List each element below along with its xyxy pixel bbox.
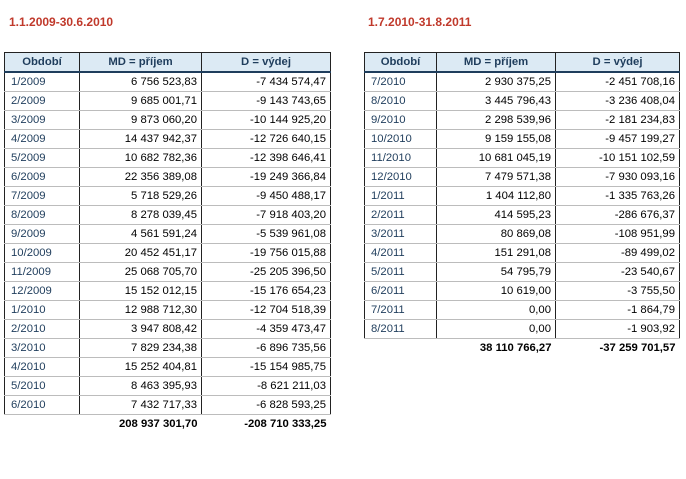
table-row [5, 72, 331, 92]
period-cell: 10/2010 [365, 130, 437, 149]
d-cell: -6 828 593,25 [202, 396, 331, 415]
d-cell: -1 335 763,26 [556, 187, 680, 206]
table-row [5, 301, 331, 320]
table-row [365, 168, 680, 187]
table-header-row [5, 53, 331, 73]
left-ledger-table [4, 52, 331, 433]
md-cell: 6 756 523,83 [80, 72, 202, 92]
table-row [365, 111, 680, 130]
d-cell: -10 144 925,20 [202, 111, 331, 130]
d-cell: -1 864,79 [556, 301, 680, 320]
d-cell: -7 918 403,20 [202, 206, 331, 225]
md-cell: 3 947 808,42 [80, 320, 202, 339]
md-cell: 10 681 045,19 [437, 149, 556, 168]
period-cell: 5/2010 [5, 377, 80, 396]
d-cell: -3 755,50 [556, 282, 680, 301]
column-header-d: D = výdej [556, 53, 680, 73]
d-cell: -4 359 473,47 [202, 320, 331, 339]
md-cell: 151 291,08 [437, 244, 556, 263]
period-cell: 2/2011 [365, 206, 437, 225]
d-cell: -12 726 640,15 [202, 130, 331, 149]
md-cell: 15 252 404,81 [80, 358, 202, 377]
d-cell: -7 434 574,47 [202, 72, 331, 92]
period-cell: 7/2010 [365, 72, 437, 92]
column-header-md: MD = příjem [437, 53, 556, 73]
table-row [365, 244, 680, 263]
period-cell: 1/2010 [5, 301, 80, 320]
period-cell: 11/2009 [5, 263, 80, 282]
period-cell: 5/2011 [365, 263, 437, 282]
md-cell: 0,00 [437, 320, 556, 339]
total-d: -37 259 701,57 [599, 342, 676, 354]
period-cell: 3/2011 [365, 225, 437, 244]
d-cell: -286 676,37 [556, 206, 680, 225]
md-cell: 8 278 039,45 [80, 206, 202, 225]
period-cell: 6/2009 [5, 168, 80, 187]
md-cell: 2 930 375,25 [437, 72, 556, 92]
md-cell: 14 437 942,37 [80, 130, 202, 149]
d-cell: -2 181 234,83 [556, 111, 680, 130]
md-cell: 9 873 060,20 [80, 111, 202, 130]
column-header-d: D = výdej [202, 53, 331, 73]
column-header-period: Období [365, 53, 437, 73]
d-cell: -2 451 708,16 [556, 72, 680, 92]
table-row [5, 339, 331, 358]
period-cell: 4/2009 [5, 130, 80, 149]
md-cell: 4 561 591,24 [80, 225, 202, 244]
period-cell: 9/2009 [5, 225, 80, 244]
d-cell: -1 903,92 [556, 320, 680, 339]
md-cell: 54 795,79 [437, 263, 556, 282]
table-row [365, 282, 680, 301]
left-table-heading: 1.1.2009-30.6.2010 [9, 15, 114, 29]
total-row [5, 415, 331, 434]
md-cell: 7 829 234,38 [80, 339, 202, 358]
d-cell: -5 539 961,08 [202, 225, 331, 244]
period-cell: 12/2009 [5, 282, 80, 301]
table-row [5, 225, 331, 244]
period-cell: 8/2009 [5, 206, 80, 225]
table-row [365, 92, 680, 111]
table-row [365, 149, 680, 168]
md-cell: 9 159 155,08 [437, 130, 556, 149]
table-row [5, 320, 331, 339]
period-cell: 7/2011 [365, 301, 437, 320]
right-ledger-table [364, 52, 680, 357]
table-row [5, 168, 331, 187]
d-cell: -25 205 396,50 [202, 263, 331, 282]
md-cell: 10 682 782,36 [80, 149, 202, 168]
period-cell: 9/2010 [365, 111, 437, 130]
total-spacer [365, 339, 437, 358]
md-cell: 25 068 705,70 [80, 263, 202, 282]
md-cell: 0,00 [437, 301, 556, 320]
column-header-md: MD = příjem [80, 53, 202, 73]
md-cell: 20 452 451,17 [80, 244, 202, 263]
period-cell: 7/2009 [5, 187, 80, 206]
d-cell: -12 704 518,39 [202, 301, 331, 320]
right-table-heading: 1.7.2010-31.8.2011 [368, 15, 472, 29]
d-cell: -7 930 093,16 [556, 168, 680, 187]
table-row [5, 263, 331, 282]
d-cell: -8 621 211,03 [202, 377, 331, 396]
period-cell: 3/2010 [5, 339, 80, 358]
period-cell: 8/2011 [365, 320, 437, 339]
d-cell: -9 143 743,65 [202, 92, 331, 111]
d-cell: -19 756 015,88 [202, 244, 331, 263]
period-cell: 4/2010 [5, 358, 80, 377]
md-cell: 9 685 001,71 [80, 92, 202, 111]
table-row [365, 263, 680, 282]
d-cell: -89 499,02 [556, 244, 680, 263]
md-cell: 80 869,08 [437, 225, 556, 244]
d-cell: -3 236 408,04 [556, 92, 680, 111]
period-cell: 4/2011 [365, 244, 437, 263]
period-cell: 8/2010 [365, 92, 437, 111]
table-row [365, 206, 680, 225]
table-row [5, 244, 331, 263]
table-row [5, 149, 331, 168]
table-row [5, 396, 331, 415]
period-cell: 11/2010 [365, 149, 437, 168]
md-cell: 7 432 717,33 [80, 396, 202, 415]
d-cell: -9 450 488,17 [202, 187, 331, 206]
md-cell: 22 356 389,08 [80, 168, 202, 187]
md-cell: 1 404 112,80 [437, 187, 556, 206]
table-row [365, 320, 680, 339]
period-cell: 2/2010 [5, 320, 80, 339]
table-row [365, 72, 680, 92]
table-row [365, 187, 680, 206]
md-cell: 12 988 712,30 [80, 301, 202, 320]
d-cell: -15 176 654,23 [202, 282, 331, 301]
table-row [5, 282, 331, 301]
period-cell: 10/2009 [5, 244, 80, 263]
table-row [5, 358, 331, 377]
period-cell: 1/2011 [365, 187, 437, 206]
period-cell: 6/2010 [5, 396, 80, 415]
md-cell: 10 619,00 [437, 282, 556, 301]
md-cell: 7 479 571,38 [437, 168, 556, 187]
d-cell: -19 249 366,84 [202, 168, 331, 187]
total-md: 208 937 301,70 [118, 418, 198, 430]
table-row [365, 301, 680, 320]
total-row [365, 339, 680, 358]
period-cell: 3/2009 [5, 111, 80, 130]
table-header-row [365, 53, 680, 73]
d-cell: -23 540,67 [556, 263, 680, 282]
table-row [5, 377, 331, 396]
table-row [5, 92, 331, 111]
d-cell: -108 951,99 [556, 225, 680, 244]
d-cell: -9 457 199,27 [556, 130, 680, 149]
d-cell: -12 398 646,41 [202, 149, 331, 168]
md-cell: 5 718 529,26 [80, 187, 202, 206]
md-cell: 3 445 796,43 [437, 92, 556, 111]
table-row [365, 130, 680, 149]
table-row [365, 225, 680, 244]
total-md: 38 110 766,27 [479, 342, 552, 354]
d-cell: -15 154 985,75 [202, 358, 331, 377]
table-row [5, 187, 331, 206]
table-row [5, 206, 331, 225]
period-cell: 6/2011 [365, 282, 437, 301]
md-cell: 8 463 395,93 [80, 377, 202, 396]
table-row [5, 130, 331, 149]
period-cell: 2/2009 [5, 92, 80, 111]
period-cell: 1/2009 [5, 72, 80, 92]
md-cell: 414 595,23 [437, 206, 556, 225]
column-header-period: Období [5, 53, 80, 73]
total-spacer [5, 415, 80, 434]
d-cell: -10 151 102,59 [556, 149, 680, 168]
period-cell: 12/2010 [365, 168, 437, 187]
total-d: -208 710 333,25 [244, 418, 327, 430]
md-cell: 15 152 012,15 [80, 282, 202, 301]
period-cell: 5/2009 [5, 149, 80, 168]
table-row [5, 111, 331, 130]
md-cell: 2 298 539,96 [437, 111, 556, 130]
d-cell: -6 896 735,56 [202, 339, 331, 358]
